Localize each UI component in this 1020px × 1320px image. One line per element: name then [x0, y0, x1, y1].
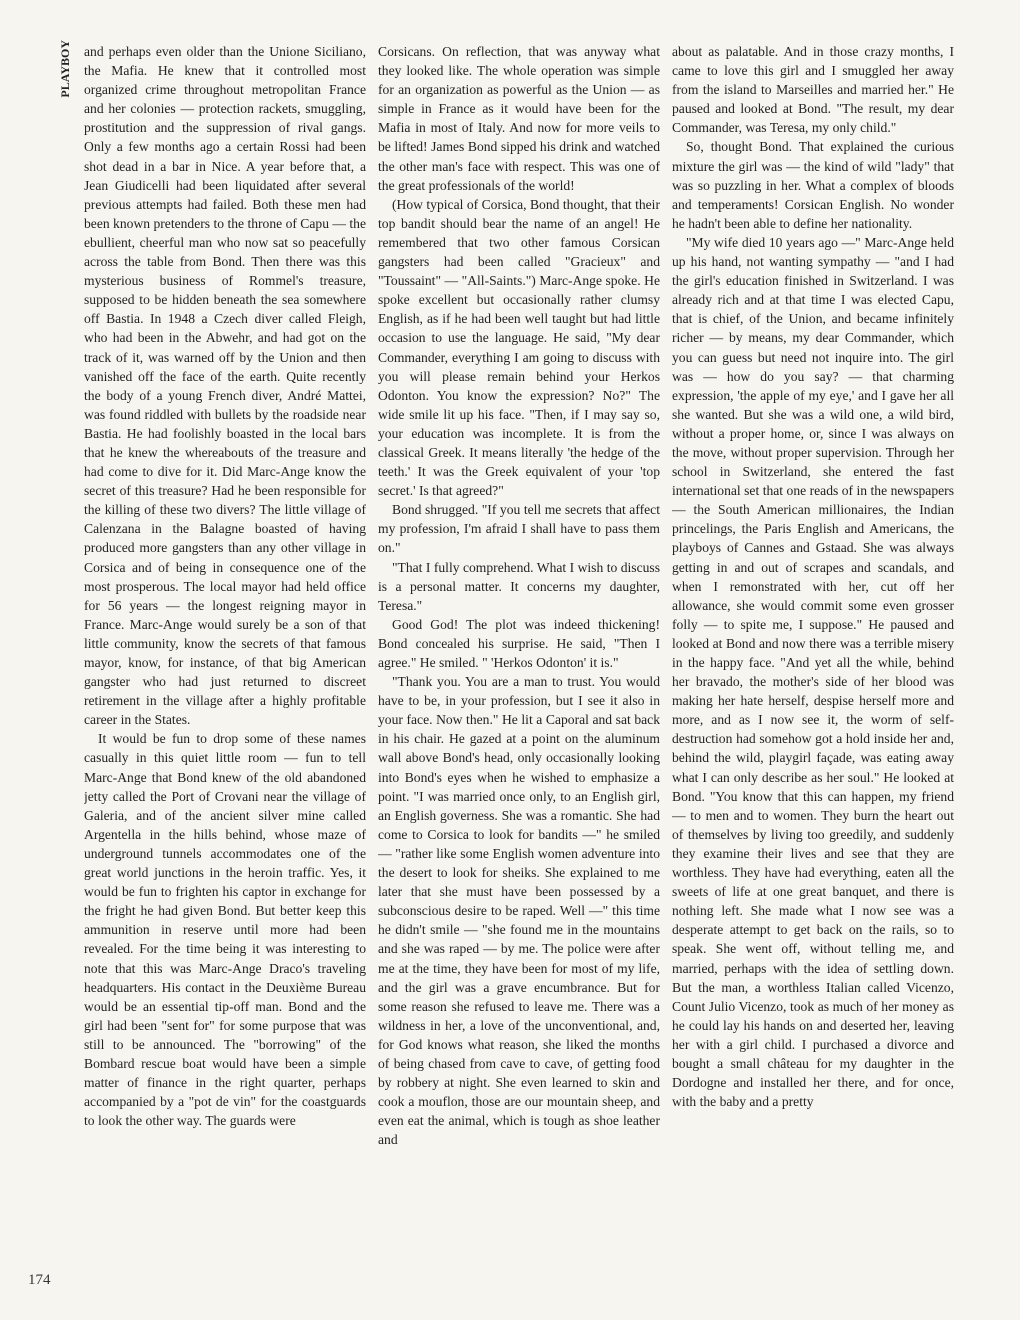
- paragraph: It would be fun to drop some of these names casually in this quiet little room — fun to tell Marc-Ange that Bond knew of the old abandoned jetty called the Port of Crovani near the village of Galeria, and of the ancient silver mine called Argentella in the hills behind, whose maze of underground tunnels accommodates one of the great world junctions in the heroin traffic. Yes, it would be fun to frighten his captor in exchange for the fright he had given Bond. But better keep this ammunition in reserve until more had been revealed. For the time being it was interesting to note that this was Marc-Ange Draco's traveling headquarters. His contact in the Deuxième Bureau would be an essential tip-off man. Bond and the girl had been "sent for" for some purpose that was still to be announced. The "borrowing" of the Bombard rescue boat would have been a simple matter of finance in the right quarter, perhaps accompanied by a "pot de vin" for the coastguards to look the other way. The guards were: [84, 731, 366, 1129]
- paragraph: "Thank you. You are a man to trust. You would have to be, in your profession, but I see it also in your face. Now then." He lit a Caporal and sat back in his chair. He gazed at a point on the aluminum wall above Bond's head, only occasionally looking into Bond's eyes when he wished to emphasize a point. "I was married once only, to an English girl, an English governess. She was a romantic. She had come to Corsica to look for bandits —" he smiled — "rather like some English women adventure into the desert to look for sheiks. She explained to me later that she must have been possessed by a subconscious desire to be raped. Well —" this time he didn't smile — "she found me in the mountains and she was raped — by me. The police were after me at the time, they have been for most of my life, and the girl was a grave encumbrance. But for some reason she refused to leave me. There was a wildness in her, a love of the unconventional, and, for God knows what reason, she liked the months of being chased from cave to cave, of getting food by robbery at night. She even learned to skin and cook a mouflon, those are our mountain sheep, and even eat the animal, which is tough as shoe leather and: [378, 674, 660, 1148]
- text-column-2: [378, 42, 660, 1277]
- paragraph: Corsicans. On reflection, that was anyway what they looked like. The whole operation was simple for an organization as powerful as the Union — as simple in France as it would have been for the Mafia in most of Italy. And now for more veils to be lifted! James Bond sipped his drink and watched the other man's face with respect. This was one of the great professionals of the world!: [378, 44, 660, 193]
- magazine-brand: PLAYBOY: [58, 40, 72, 98]
- paragraph: and perhaps even older than the Unione Siciliano, the Mafia. He knew that it controlled most organized crime throughout metropolitan France and her colonies — protection rackets, smuggling, prostitution and the suppression of rival gangs. Only a few months ago a certain Rossi had been shot dead in a bar in Nice. A year before that, a Jean Giudicelli had been liquidated after several previous attempts had failed. Both these men had been known pretenders to the throne of Capu — the ebullient, cheerful man who now sat so peacefully across the table from Bond. Then there was this mysterious business of Rommel's treasure, supposed to be hidden beneath the sea somewhere off Bastia. In 1948 a Czech diver called Fleigh, who had been in the Abwehr, and had got on the track of it, was warned off by the Union and then vanished off the face of the earth. Quite recently the body of a young French diver, André Mattei, was found riddled with bullets by the roadside near Bastia. He had foolishly boasted in the local bars that he knew the whereabouts of the treasure and had come to dive for it. Did Marc-Ange know the secret of this treasure? Had he been responsible for the killing of these two divers? The little village of Calenzana in the Balagne boasted of having produced more gangsters than any other village in Corsica and of being in consequence one of the most prosperous. The local mayor had held office for 56 years — the longest reigning mayor in France. Marc-Ange would surely be a son of that little community, know the secrets of that famous mayor, know, for instance, of that big American gangster who had just returned to discreet retirement in the village after a highly profitable career in the States.: [84, 44, 366, 728]
- text-column-3: [672, 42, 954, 1277]
- page-number: 174: [28, 1272, 51, 1288]
- paragraph: Bond shrugged. "If you tell me secrets that affect my profession, I'm afraid I shall have to pass them on.": [378, 502, 660, 556]
- paragraph: (How typical of Corsica, Bond thought, that their top bandit should bear the name of an angel! He remembered that two other famous Corsican gangsters had been called "Gracieux" and "Toussaint" — "All-Saints.") Marc-Ange spoke. He spoke excellent but occasionally rather clumsy English, as if he had been well taught but had little occasion to use the language. He said, "My dear Commander, everything I am going to discuss with you will please remain behind your Herkos Odonton. You know the expression? No?" The wide smile lit up his face. "Then, if I may say so, your education was incomplete. It is from the classical Greek. It means literally 'the hedge of the teeth.' It was the Greek equivalent of your 'top secret.' Is that agreed?": [378, 196, 660, 499]
- paragraph: about as palatable. And in those crazy months, I came to love this girl and I smuggled her away from the island to Marseilles and married her." He paused and looked at Bond. "The result, my dear Commander, was Teresa, my only child.": [672, 44, 954, 136]
- paragraph: So, thought Bond. That explained the curious mixture the girl was — the kind of wild "lady" that was so puzzling in her. What a complex of bloods and temperaments! Corsican English. No wonder he hadn't been able to define her nationality.: [672, 139, 954, 231]
- text-column-1: [84, 42, 366, 1277]
- paragraph: "That I fully comprehend. What I wish to discuss is a personal matter. It concerns my daughter, Teresa.": [378, 559, 660, 613]
- paragraph: "My wife died 10 years ago —" Marc-Ange held up his hand, not wanting sympathy — "and I had the girl's education finished in Switzerland. I was already rich and at that time I was elected Capu, that is chief, of the Union, and became infinitely richer — by means, my dear Commander, which you can guess but need not inquire into. The girl was — how do you say? — that charming expression, 'the apple of my eye,' and I gave her all she wanted. But she was a wild one, a wild bird, without a proper home, or, since I was always on the move, without proper supervision. Through her school in Switzerland, she entered the fast international set that one reads of in the newspapers — the South American millionaires, the Indian princelings, the Paris English and Americans, the playboys of Cannes and Gstaad. She was always getting in and out of scrapes and scandals, and when I remonstrated with her, cut off her allowance, she would commit some even grosser folly — to spite me, I suppose." He paused and looked at Bond and now there was a terrible misery in the happy face. "And yet all the while, behind her bravado, the mother's side of her blood was making her hate herself, despise herself more and more, and as I now see it, the worm of self-destruction had somehow got a hold inside her and, behind the wild, playgirl façade, was eating away what I can only describe as her soul." He looked at Bond. "You know that this can happen, my friend — to men and to women. They burn the heart out of themselves by living too greedily, and suddenly they examine their lives and see that they are worthless. They have had everything, eaten all the sweets of life at one great banquet, and there is nothing left. She made what I now see was a desperate attempt to get back on the rails, so to speak. She went off, without telling me, and married, perhaps with the idea of settling down. But the man, a worthless Italian called Vicenzo, Count Julio Vicenzo, took as much of her money as he could lay his hands on and deserted her, leaving her with a girl child. I purchased a divorce and bought a small château for my daughter in the Dordogne and installed her there, and for once, with the baby and a pretty: [672, 234, 954, 1110]
- paragraph: Good God! The plot was indeed thickening! Bond concealed his surprise. He said, "Then I agree." He smiled. " 'Herkos Odonton' it is.": [378, 616, 660, 670]
